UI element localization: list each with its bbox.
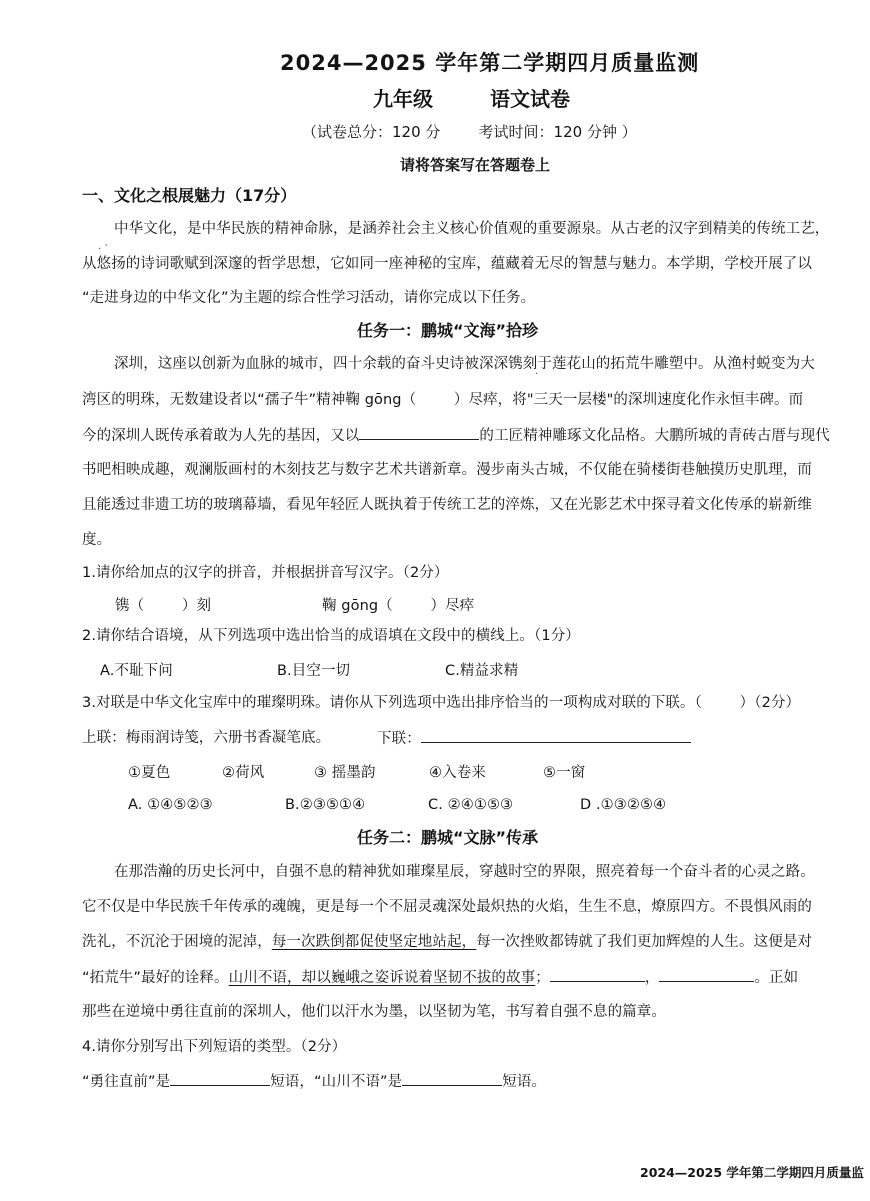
- page-footer: 2024—2025 学年第二学期四月质量监: [640, 1165, 864, 1180]
- couplet-part: ④入卷来: [429, 765, 486, 781]
- text-segment: ，: [644, 970, 660, 986]
- couplet-part: ③ 摇墨韵: [314, 765, 376, 781]
- text-segment: 的工匠精神雕琢文化品格。大鹏所城的青砖古厝与现代: [479, 428, 830, 444]
- task-paragraph-line: 它不仅是中华民族千年传承的魂魄，更是每一个不屈灵魂深处最炽热的火焰，生生不息，燎原四方。不畏惧风雨的: [82, 899, 812, 915]
- option-c: C. ②④①⑤③: [428, 797, 514, 813]
- text-segment: 短语，“山川不语”是: [270, 1074, 403, 1090]
- task-paragraph-line: [82, 425, 830, 446]
- option-d: D .①③②⑤④: [580, 797, 667, 813]
- question-1-item-b: 鞠 gōng（ ）尽瘁: [322, 598, 475, 614]
- question-1-stem: 1.请你给加点的汉字的拼音，并根据拼音写汉字。（2分）: [82, 565, 449, 581]
- section-heading: 一、文化之根展魅力（17分）: [82, 186, 297, 205]
- exam-meta: （试卷总分：120 分 考试时间：120 分钟 ）: [302, 123, 637, 141]
- text-segment: 短语。: [502, 1074, 547, 1090]
- emphasis-dots: · ˋ: [98, 244, 110, 255]
- subject-label: 语文试卷: [490, 87, 570, 111]
- task-paragraph-line: 书吧相映成趣，观澜版画村的木刻技艺与数字艺术共谱新章。漫步南头古城，不仅能在骑楼街巷触摸历史肌理，而: [82, 462, 812, 478]
- couplet-part: ②荷风: [222, 765, 265, 781]
- task-paragraph-line: 那些在逆境中勇往直前的深圳人，他们以汗水为墨，以坚韧为笔，书写着自强不息的篇章。: [82, 1004, 666, 1020]
- emphasis-dot: ·: [535, 369, 539, 380]
- text-segment: “勇往直前”是: [82, 1074, 171, 1090]
- text-segment: 洗礼，不沉沦于困境的泥淖，: [82, 934, 272, 950]
- lower-couplet-label: 下联：: [377, 731, 421, 747]
- underlined-sentence: 每一次跌倒都促使坚定地站起，: [271, 934, 477, 950]
- phrase-type-blank[interactable]: [402, 1071, 502, 1086]
- option-a: A. ①④⑤②③: [128, 797, 213, 813]
- imitation-sentence-blank[interactable]: [550, 967, 645, 982]
- task-paragraph-line: 湾区的明珠，无数建设者以“孺子牛”精神鞠 gōng（ ）尽瘁，将"三天一层楼"的深圳速度化作永恒丰碑。而: [82, 392, 804, 408]
- upper-couplet: 上联：梅雨润诗笺，六册书香凝笔底。: [82, 730, 331, 746]
- question-4-stem: 4.请你分别写出下列短语的类型。（2分）: [82, 1039, 347, 1055]
- option-b: B.目空一切: [277, 663, 351, 679]
- idiom-answer-blank[interactable]: [359, 425, 479, 440]
- imitation-sentence-blank[interactable]: [659, 967, 754, 982]
- couplet-part: ⑤一窗: [543, 765, 586, 781]
- lower-couplet-blank[interactable]: [421, 728, 691, 743]
- text-segment: 每一次挫败都铸就了我们更加辉煌的人生。这便是对: [476, 934, 813, 950]
- task-heading: 任务一：鹏城“文海”拾珍: [357, 321, 539, 340]
- question-2-stem: 2.请你结合语境，从下列选项中选出恰当的成语填在文段中的横线上。（1分）: [82, 628, 580, 644]
- task-paragraph-line: [82, 967, 798, 988]
- grade-label: 九年级: [373, 87, 433, 111]
- task-heading: 任务二：鹏城“文脉”传承: [357, 828, 539, 847]
- answer-notice: 请将答案写在答题卷上: [400, 156, 551, 174]
- text-segment: 今的深圳人既传承着敢为人先的基因，又以: [82, 428, 360, 444]
- task-paragraph-line: 且能透过非遗工坊的玻璃幕墙，看见年轻匠人既执着于传统工艺的淬炼，又在光影艺术中探寻着文化传承的崭新维: [82, 497, 812, 513]
- task-paragraph-line: 度。: [82, 532, 112, 548]
- underlined-sentence: 山川不语，却以巍峨之姿诉说着坚韧不拔的故事: [228, 970, 536, 986]
- text-segment: 。正如: [754, 970, 799, 986]
- option-c: C.精益求精: [445, 663, 519, 679]
- couplet-part: ①夏色: [128, 765, 171, 781]
- intro-paragraph-line: 中华文化，是中华民族的精神命脉，是涵养社会主义核心价值观的重要源泉。从古老的汉字到精美的传统工艺，: [114, 221, 830, 237]
- task-paragraph-line: [82, 932, 812, 952]
- question-3-stem: 3.对联是中华文化宝库中的璀璨明珠。请你从下列选项中选出排序恰当的一项构成对联的下联。（ ）（2分）: [82, 695, 801, 711]
- text-segment: “拓荒牛”最好的诠释。: [82, 970, 229, 986]
- option-a: A.不耻下问: [100, 663, 173, 679]
- task-paragraph-line: 深圳，这座以创新为血脉的城市，四十余载的奋斗史诗被深深镌刻于莲花山的拓荒牛雕塑中。从渔村蜕变为大: [114, 356, 815, 372]
- task-paragraph-line: 在那浩瀚的历史长河中，自强不息的精神犹如璀璨星辰，穿越时空的界限，照亮着每一个奋斗者的心灵之路。: [114, 864, 815, 880]
- intro-paragraph-line: “走进身边的中华文化”为主题的综合性学习活动，请你完成以下任务。: [82, 290, 536, 306]
- phrase-type-blank[interactable]: [170, 1071, 270, 1086]
- lower-couplet: [377, 728, 691, 749]
- option-b: B.②③⑤①④: [285, 797, 366, 813]
- text-segment: ；: [535, 970, 550, 986]
- question-4-answer-line: [82, 1071, 546, 1092]
- question-1-item-a: 镌（ ）刻: [115, 598, 212, 614]
- intro-paragraph-line: 从悠扬的诗词歌赋到深邃的哲学思想，它如同一座神秘的宝库，蕴藏着无尽的智慧与魅力。本学期，学校开展了以: [82, 256, 812, 272]
- exam-title: 2024—2025 学年第二学期四月质量监测: [280, 51, 700, 75]
